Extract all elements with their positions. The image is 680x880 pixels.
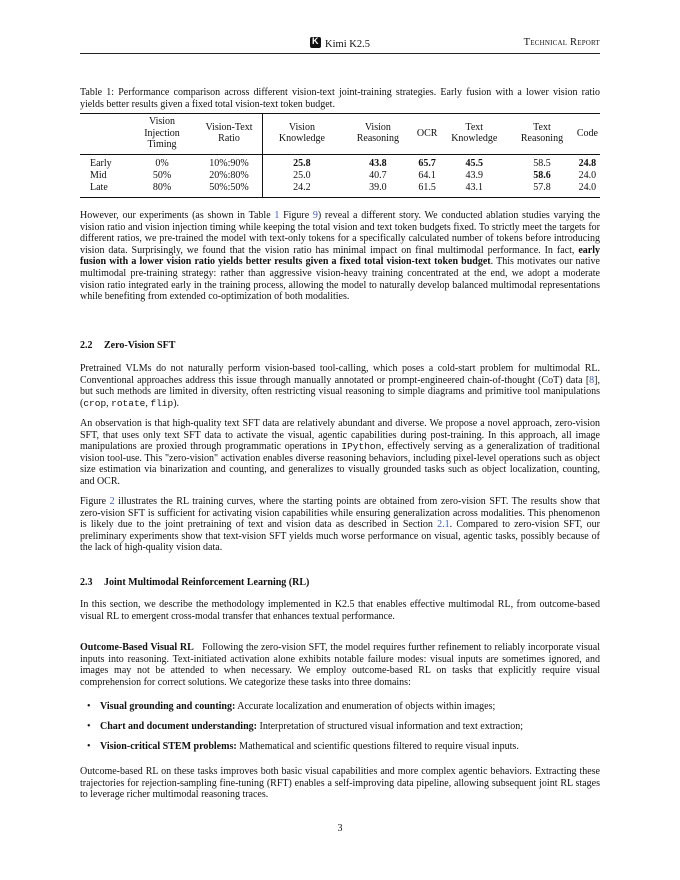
- table-cell: 10%:90%: [196, 154, 263, 170]
- col-header: Vision Reasoning: [356, 121, 399, 145]
- section-ref-link[interactable]: 2.1: [437, 519, 450, 531]
- table-cell: [341, 154, 415, 170]
- table-ref-link[interactable]: 1: [274, 210, 280, 221]
- code-ipython: IPython: [341, 441, 382, 453]
- table-cell: 40.7: [369, 169, 387, 181]
- col-header: Text Reasoning: [520, 121, 564, 145]
- text-run: Figure: [80, 496, 110, 507]
- table-row: [80, 154, 600, 170]
- list-item: [80, 721, 600, 741]
- header-rule: [80, 53, 600, 54]
- best-value: 45.5: [465, 157, 483, 169]
- col-header: [80, 114, 128, 155]
- table-cell: 43.1: [465, 181, 483, 193]
- list-item-text: Interpretation of structured visual information and text extraction;: [256, 721, 524, 732]
- domain-list: [80, 701, 600, 761]
- best-value: 65.7: [418, 157, 436, 169]
- col-header: Text Knowledge: [451, 121, 498, 145]
- table-cell: 50%: [152, 169, 172, 181]
- text-run: . This motivates our native multimodal pre-training strategy: rather than aggressive vision-heavy training concentrated at the end, we adopt a moderate vision ratio integrated early in the training process, allowing the model to naturally develop balanced multimodal representations while benefiting from extended co-optimization of both modalities.: [80, 256, 600, 303]
- list-item-text: Accurate localization and enumeration of objects within images;: [235, 701, 496, 712]
- table-cell: 61.5: [418, 181, 436, 193]
- text-run: ) reveal a different story. We conducted ablation studies varying the vision ratio and vision injection timing while keeping the total vision and text token budgets fixed. To strictly meet the targets for different ratios, we pre-trained the model with text-only tokens for a specifically calculated number of tokens before introducing vision data. Surprisingly, we found that the vision ratio has minimal impact on final multimodal performance. In fact,: [80, 210, 601, 256]
- code-flip: flip: [150, 397, 174, 409]
- text-run: ).: [173, 397, 180, 409]
- table-caption: Table 1: Performance comparison across different vision-text joint-training strategies. Early fusion with a lower vision ratio yields better results given a fixed total vision-text token budget.: [80, 87, 600, 110]
- paragraph-section-intro: In this section, we describe the methodology implemented in K2.5 that enables effective multimodal RL, from outcome-based visual RL to emergent cross-modal transfer that enhances textual performance.: [80, 599, 600, 622]
- list-item-text: Mathematical and scientific questions filtered to require visual inputs.: [236, 741, 519, 752]
- col-header: Vision Injection Timing: [144, 116, 180, 150]
- list-item-head: Chart and document understanding:: [100, 721, 257, 732]
- table-cell: [509, 170, 575, 182]
- table-header-row: [80, 114, 600, 155]
- table-cell: 24.0: [578, 181, 597, 193]
- text-run: Following the zero-vision SFT, the model requires further refinement to reliably incorporate visual inputs into reasoning. Text-initiated activation alone exhibits notable failure modes: visual inputs are sometimes ignored, and images may not be attended to when necessary. We employ outcome-based RL on tasks that explicitly require visual comprehension for correct solutions. We categorize these tasks into three domains:: [80, 642, 600, 688]
- header-title: Kimi K2.5: [325, 39, 370, 50]
- table-cell: [575, 154, 600, 170]
- header-title-block: [80, 37, 600, 50]
- code-crop: crop: [83, 397, 107, 409]
- paragraph-rft: Outcome-based RL on these tasks improves both basic visual capabilities and more complex agentic behaviors. Extracting these trajectories for rejection-sampling fine-tuning (RFT) enables a self-improving data pipeline, allowing subsequent joint RL stages to leverage richer multimodal reasoning traces.: [80, 766, 600, 801]
- list-item-head: Vision-critical STEM problems:: [100, 741, 237, 752]
- results-table: [80, 113, 600, 198]
- section-number: 2.2: [80, 340, 93, 351]
- section-title: Zero-Vision SFT: [104, 340, 176, 351]
- table-cell: 39.0: [369, 181, 387, 193]
- col-header: OCR: [416, 127, 438, 139]
- figure-ref-link[interactable]: 9: [312, 210, 318, 221]
- table-row: [80, 170, 600, 182]
- table-row: [80, 182, 600, 198]
- header-right-label: Technical Report: [523, 37, 600, 48]
- table-cell: 57.8: [533, 181, 551, 193]
- row-label: Mid: [90, 169, 107, 181]
- best-value: 24.8: [578, 157, 597, 169]
- list-item: [80, 701, 600, 721]
- section-heading-2-2: [80, 340, 600, 351]
- text-run: , effectively serving as a generalization of traditional vision tool-use. This "zero-vision" activation enables diverse reasoning behaviors, including pixel-level operations such as object size estimation via binarization and counting, and generalizes to visually grounded tasks such as object localization, counting, and OCR.: [80, 441, 600, 487]
- best-value: 43.8: [369, 157, 387, 169]
- table-cell: 24.2: [293, 181, 311, 193]
- list-item: [80, 741, 600, 761]
- section-heading-2-3: [80, 577, 600, 588]
- row-label: Early: [90, 157, 112, 169]
- table-cell: 58.5: [533, 157, 551, 169]
- bold-finding: early fusion with a lower vision ratio yields better results given a fixed total vision-text token budget: [80, 244, 600, 268]
- text-run: Pretrained VLMs do not naturally perform vision-based tool-calling, which poses a cold-start problem for multimodal RL. Conventional approaches address this issue through manually annotated or prompt-engineered chain-of-thought (CoT) data [: [80, 363, 600, 386]
- figure-ref-link[interactable]: 2: [109, 496, 115, 507]
- paragraph-zero-vision-intro: [80, 363, 600, 409]
- text-run: Figure: [279, 210, 313, 221]
- paragraph-heading: Outcome-Based Visual RL: [80, 642, 194, 653]
- table-cell: 25.0: [293, 169, 311, 181]
- table-cell: 50%:50%: [196, 182, 263, 198]
- best-value: 25.8: [293, 157, 311, 169]
- page-number: 3: [337, 823, 343, 834]
- text-run: However, our experiments (as shown in Table: [80, 210, 275, 221]
- text-run: ], but such methods are limited in diversity, often restricting visual reasoning to simple diagrams and primitive tool manipulations (: [80, 374, 600, 409]
- col-header: Code: [576, 127, 598, 139]
- table-cell: 24.0: [578, 169, 597, 181]
- text-run: An observation is that high-quality text SFT data are relatively abundant and diverse. We propose a novel approach, zero-vision SFT, that uses only text SFT data to activate the visual, agentic capabilities during post-training. In this approach, all image manipulations are proxied through programmatic operations in: [80, 418, 600, 453]
- paragraph-rl-curves: [80, 496, 600, 554]
- section-title: Joint Multimodal Reinforcement Learning (RL): [104, 577, 310, 588]
- section-number: 2.3: [80, 577, 93, 588]
- table-cell: [263, 154, 341, 170]
- col-header: Vision Knowledge: [278, 121, 325, 145]
- text-run: . Compared to zero-vision SFT, our preliminary experiments show that text-vision SFT yields much worse performance on visual, agentic tasks, possibly because of the lack of high-quality vision data.: [80, 519, 600, 554]
- running-header: [80, 37, 600, 53]
- code-rotate: rotate: [111, 397, 146, 409]
- list-item-head: Visual grounding and counting:: [100, 701, 236, 712]
- text-run: ,: [145, 397, 151, 409]
- text-run: ,: [106, 397, 112, 409]
- table-cell: 64.1: [418, 169, 436, 181]
- col-header: Vision-Text Ratio: [196, 114, 263, 155]
- table-cell: 0%: [155, 157, 169, 169]
- paragraph-outcome-based-rl: [80, 642, 600, 688]
- kimi-logo-icon: [310, 37, 321, 48]
- row-label: Late: [90, 181, 108, 193]
- table-cell: 43.9: [465, 169, 483, 181]
- table-cell: [415, 154, 440, 170]
- paragraph-zero-vision-approach: [80, 418, 600, 488]
- table-cell: 20%:80%: [196, 170, 263, 182]
- table-cell: [439, 154, 509, 170]
- table-cell: 80%: [152, 181, 172, 193]
- text-run: illustrates the RL training curves, where the starting points are obtained from zero-vision SFT. The results show that zero-vision SFT is sufficient for activating vision capabilities while ensuring generalization across modalities. This phenomenon is likely due to the joint pretraining of text and vision data as described in Section: [80, 496, 601, 531]
- best-value: 58.6: [533, 169, 551, 181]
- paragraph-experiments: [80, 210, 600, 303]
- citation-link[interactable]: 8: [589, 374, 595, 386]
